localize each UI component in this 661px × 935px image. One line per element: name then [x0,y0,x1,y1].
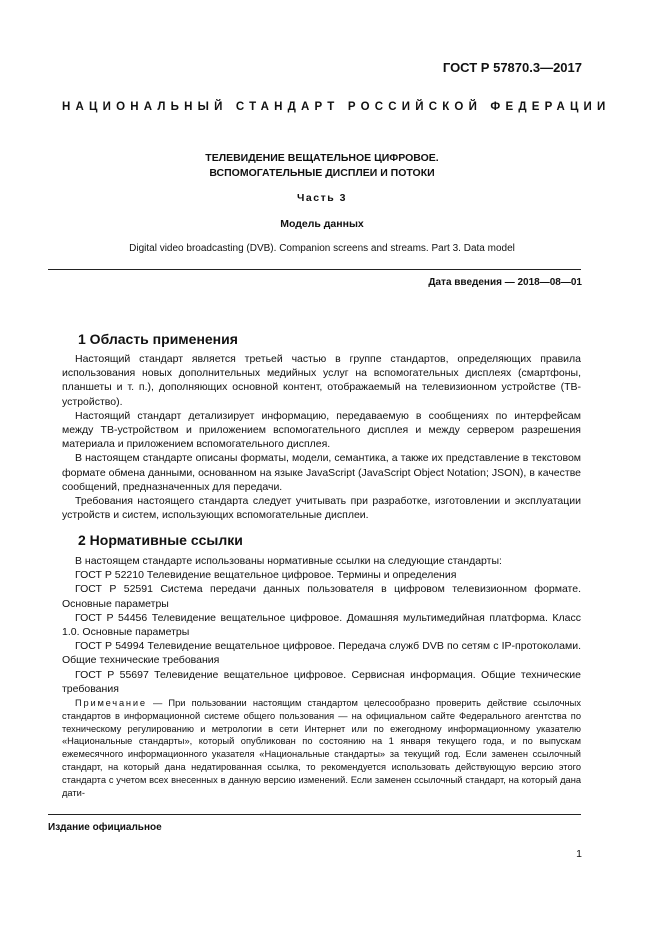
note-block [62,697,581,799]
section-2-body [62,554,581,696]
section-1-paragraph: Требования настоящего стандарта следует учитывать при разработке, изготовлении и эксплуатации устройств и систем, использующих вспомогательные дисплеи. [62,495,581,522]
page-number: 1 [576,848,582,860]
section-1-paragraph: Настоящий стандарт является третьей частью в группе стандартов, определяющих правила использования новых дополнительных медийных услуг на вспомогательных дисплеях (смартфоны, планшеты и т. п.), дополняющих основной контент, отображаемый на телевизионном устройстве (ТВ-устройство). [62,353,581,408]
part-label: Часть 3 [297,192,347,204]
section-1-paragraph: Настоящий стандарт детализирует информацию, передаваемую в сообщениях по интерфейсам между ТВ-устройством и приложением вспомогательного дисплея и между сервером разрешения материала и приложением вспомогательного дисплея. [62,409,581,451]
reference-item: ГОСТ Р 52210 Телевидение вещательное цифровое. Термины и определения [75,569,457,582]
note-text: — При пользовании настоящим стандартом целесообразно проверить действие ссылочных стандартов в информационной системе общего пользования — на официальном сайте Федерального агентства по техническому регулированию и метрологии в сети Интернет или по ежегодному информационному указателю «Национальные стандарты», который опубликован по состоянию на 1 января текущего года, и по выпускам ежемесячного информационного указателя «Национальные стандарты» за текущий год. Если заменен ссылочный стандарт, на который дана недатированная ссылка, то рекомендуется использовать действующую версию этого стандарта с учетом всех внесенных в данную версию изменений. Если заменен ссылочный стандарт, на который дана дати- [62,698,581,798]
section-2-heading: 2 Нормативные ссылки [78,532,243,548]
english-title: Digital video broadcasting (DVB). Companion screens and streams. Part 3. Data model [129,243,515,254]
footer-divider [48,814,581,815]
reference-item: ГОСТ Р 55697 Телевидение вещательное цифровое. Сервисная информация. Общие технические требования [62,668,581,695]
reference-item: ГОСТ Р 54994 Телевидение вещательное цифровое. Передача служб DVB по сетям с IP-протоколами. Общие технические требования [62,640,581,667]
section-1-body [62,352,581,522]
section-1-heading: 1 Область применения [78,331,238,347]
title-divider [48,269,581,270]
document-subtitle: Модель данных [280,218,364,230]
reference-intro: В настоящем стандарте использованы нормативные ссылки на следующие стандарты: [75,555,502,567]
document-title-line1: ТЕЛЕВИДЕНИЕ ВЕЩАТЕЛЬНОЕ ЦИФРОВОЕ. [205,152,439,164]
reference-item: ГОСТ Р 54456 Телевидение вещательное цифровое. Домашняя мультимедийная платформа. Класс 1.0. Основные параметры [62,611,581,639]
document-code: ГОСТ Р 57870.3—2017 [442,60,582,75]
section-1-paragraph: В настоящем стандарте описаны форматы, модели, семантика, а также их представление в текстовом формате обмена данными, основанном на языке JavaScript (JavaScript Object Notation; JSON), в качестве сообщений, предназначенных для передачи. [62,452,581,493]
note-label: Примечание [75,698,147,708]
official-edition-label: Издание официальное [48,822,162,833]
reference-item: ГОСТ Р 52591 Система передачи данных пользователя в цифровом телевизионном формате. Основные параметры [62,583,581,610]
introduction-date: Дата введения — 2018—08—01 [428,277,582,288]
document-title-line2: ВСПОМОГАТЕЛЬНЫЕ ДИСПЛЕИ И ПОТОКИ [209,167,435,179]
national-standard-banner: НАЦИОНАЛЬНЫЙ СТАНДАРТ РОССИЙСКОЙ ФЕДЕРАЦИИ [62,101,611,113]
